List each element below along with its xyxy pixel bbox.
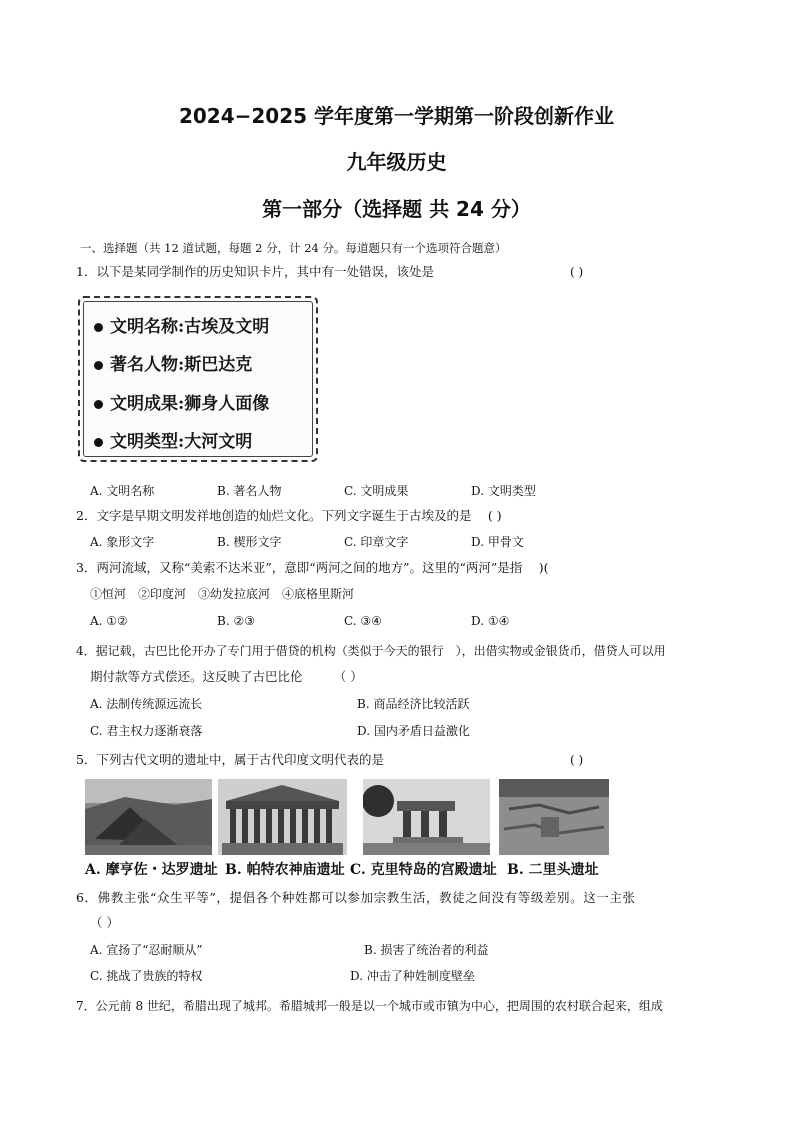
q6-option-d[interactable]: D. 冲击了种姓制度壁垒 [350,969,475,983]
question-7-stem: 7．公元前 8 世纪，希腊出现了城邦。希腊城邦一般是以一个城市或市镇为中心，把周围的农村联合起来，组成 [76,999,663,1013]
q1-option-b[interactable]: B. 著名人物 [217,484,282,498]
q5-caption-c[interactable]: C. 克里特岛的宫殿遗址 [350,862,497,878]
q5-caption-b[interactable]: B. 帕特农神庙遗址 [225,862,345,878]
q4-option-a[interactable]: A. 法制传统源远流长 [90,697,203,711]
parthenon-photo [218,779,347,855]
mohenjo-daro-photo [85,779,212,855]
q4-option-d[interactable]: D. 国内矛盾日益激化 [357,724,470,738]
q6-option-c[interactable]: C. 挑战了贵族的特权 [90,969,203,983]
knowledge-card [78,296,318,462]
document-title: 2024−2025 学年度第一学期第一阶段创新作业 [178,104,615,128]
card-row-text: 文明类型:大河文明 [110,432,253,452]
q2-option-c[interactable]: C. 印章文字 [344,535,409,549]
subject-title: 九年级历史 [346,150,447,174]
q6-option-b[interactable]: B. 损害了统治者的利益 [364,943,489,957]
q3-option-b[interactable]: B. ②③ [217,614,255,628]
card-row-2 [94,350,252,375]
q6-option-a[interactable]: A. 宣扬了“忍耐顺从” [90,943,203,957]
question-6-stem-line1: 6．佛教主张“众生平等”，提倡各个种姓都可以参加宗教生活，教徒之间没有等级差别。这一主张 [76,890,636,905]
question-4-stem-line2: 期付款等方式偿还。这反映了古巴比伦 （ ） [90,669,363,684]
q2-option-a[interactable]: A. 象形文字 [90,535,155,549]
question-3-items: ①恒河 ②印度河 ③幼发拉底河 ④底格里斯河 [90,587,355,601]
q3-option-c[interactable]: C. ③④ [344,614,382,628]
part-title: 第一部分（选择题 共 24 分） [262,197,531,221]
bullet-icon [94,323,103,332]
question-5-stem: 5．下列古代文明的遗址中，属于古代印度文明代表的是 [76,752,384,767]
card-row-1 [94,312,269,337]
question-1-answer-paren: ( ) [570,265,584,279]
question-6-stem-line2: （ ） [90,915,119,930]
question-1-stem: 1．以下是某同学制作的历史知识卡片，其中有一处错误，该处是 [76,264,434,279]
q4-option-c[interactable]: C. 君主权力逐渐衰落 [90,724,203,738]
question-5-answer-paren: ( ) [570,753,584,767]
q5-caption-d[interactable]: B. 二里头遗址 [507,862,599,878]
bullet-icon [94,438,103,447]
question-2-stem: 2．文字是早期文明发祥地创造的灿烂文化。下列文字诞生于古埃及的是 ( ) [76,508,502,523]
question-3-stem: 3．两河流域，又称“美索不达米亚”，意即“两河之间的地方”。这里的“两河”是指 )( [76,560,549,575]
q1-option-d[interactable]: D. 文明类型 [471,484,536,498]
question-4-stem-line1: 4．据记载，古巴比伦开办了专门用于借贷的机构（类似于今天的银行 ），出借实物或金银货币，借贷人可以用 [76,644,666,658]
q2-option-b[interactable]: B. 楔形文字 [217,535,282,549]
card-row-4 [94,427,252,452]
q5-caption-a[interactable]: A. 摩亨佐・达罗遗址 [85,862,218,878]
crete-palace-photo [363,779,490,855]
q3-option-a[interactable]: A. ①② [90,614,128,628]
card-row-3 [94,389,269,414]
bullet-icon [94,400,103,409]
q2-option-d[interactable]: D. 甲骨文 [471,535,524,549]
q1-option-c[interactable]: C. 文明成果 [344,484,409,498]
q1-option-a[interactable]: A. 文明名称 [90,484,155,498]
card-row-text: 著名人物:斯巴达克 [110,355,253,375]
q4-option-b[interactable]: B. 商品经济比较活跃 [357,697,470,711]
card-row-text: 文明成果:狮身人面像 [110,394,270,414]
card-row-text: 文明名称:古埃及文明 [110,317,270,337]
section-intro: 一、选择题（共 12 道试题，每题 2 分，计 24 分。每道题只有一个选项符合题意） [80,241,507,255]
erlitou-photo [499,779,609,855]
q3-option-d[interactable]: D. ①④ [471,614,510,628]
bullet-icon [94,361,103,370]
